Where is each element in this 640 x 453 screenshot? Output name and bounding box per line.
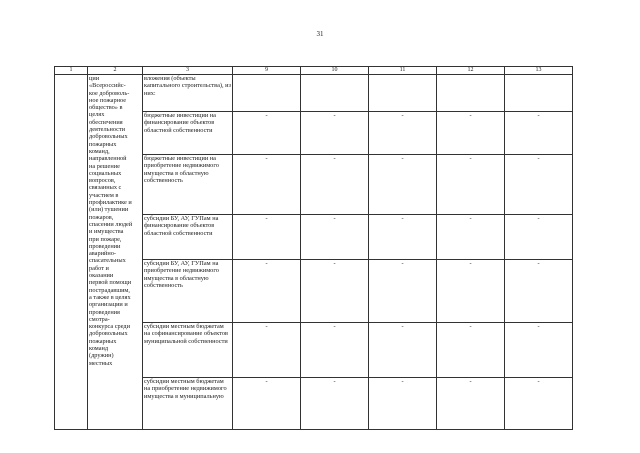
goal-text-line: при пожаре, [89,235,122,243]
goal-text-line: оказании [89,272,114,280]
funding-type-cell: вложения (объекты капитального строительства), из них: [143,75,233,112]
goal-text-line: пожарных [89,140,117,148]
value-cell [301,75,369,112]
funding-type-cell: субсидии местным бюджетам на приобретение недвижимого имущества в муниципальную [143,378,233,430]
goal-text-line: обеспечения [89,118,123,126]
value-cell: - [505,323,573,378]
goal-text-line: связанных с [89,184,122,192]
funding-type-cell: бюджетные инвестиции на приобретение недвижимого имущества в областную собственность [143,155,233,215]
value-cell: - [233,323,301,378]
goal-text-line: конкурса среди [89,323,130,331]
funding-type-cell: субсидии БУ, АУ, ГУПам на приобретение недвижимого имущества в областную собственность [143,260,233,323]
column-header: 2 [88,67,143,75]
value-cell: - [437,323,505,378]
value-cell: - [301,215,369,260]
goal-text-line: проведения [89,308,120,316]
funding-type-cell: бюджетные инвестиции на финансирование объектов областной собственности [143,112,233,155]
column-number-row [55,67,573,75]
value-cell: - [233,260,301,323]
goal-text-line: пострадавшим, [89,286,130,294]
goal-text-line: спасательных [89,257,126,265]
goal-text-line: местных [89,359,113,367]
row-number-cell [55,75,88,430]
column-header: 13 [505,67,573,75]
value-cell: - [369,260,437,323]
value-cell: - [301,112,369,155]
column-header: 10 [301,67,369,75]
budget-table [54,66,573,430]
value-cell: - [233,112,301,155]
goal-text-line: социальных [89,169,122,177]
goal-text-line: команд [89,344,109,352]
goal-text-line: «Всероссийс- [89,82,126,90]
goal-text-line: (или) тушении [89,206,129,214]
goal-text-line: вопросов, [89,177,116,185]
goal-text-line: а также в целях [89,293,131,301]
goal-text-line: деятельности [89,126,126,134]
column-header: 1 [55,67,88,75]
value-cell: - [369,112,437,155]
goal-text-line: ное пожарное [89,96,127,104]
funding-type-cell: субсидии местным бюджетам на софинансирование объектов муниципальной собственности [143,323,233,378]
value-cell: - [301,323,369,378]
value-cell [233,75,301,112]
goal-text-line: и имущества [89,228,124,236]
value-cell: - [437,112,505,155]
value-cell: - [301,378,369,430]
value-cell: - [301,260,369,323]
column-header: 3 [143,67,233,75]
value-cell: - [505,378,573,430]
goal-text-line: (дружин) [89,352,114,360]
goal-text-line: профилактике и [89,199,132,207]
value-cell: - [505,260,573,323]
column-header: 9 [233,67,301,75]
goal-text-line: на решение [89,162,120,170]
value-cell: - [301,155,369,215]
value-cell [369,75,437,112]
table-row [55,75,573,112]
funding-type-cell: субсидии БУ, АУ, ГУПам на финансирование объектов областной собственности [143,215,233,260]
value-cell: - [369,323,437,378]
page-number: 31 [316,30,324,38]
goal-text-line: работ и [89,264,109,272]
value-cell [437,75,505,112]
goal-text-line: первой помощи [89,279,132,287]
goal-text-line: целях [89,111,105,119]
value-cell: - [437,260,505,323]
value-cell: - [369,215,437,260]
value-cell: - [437,155,505,215]
value-cell [505,75,573,112]
value-cell: - [233,215,301,260]
value-cell: - [437,215,505,260]
goal-text-line: проведении [89,242,121,250]
goal-text-line: направленной [89,155,127,163]
goal-text-line: добровольных [89,133,128,141]
value-cell: - [369,378,437,430]
goal-text-line: пожаров, [89,213,114,221]
value-cell: - [233,378,301,430]
value-cell: - [233,155,301,215]
value-cell: - [369,155,437,215]
goal-text-line: ции [89,75,100,82]
goal-text-line: пожарных [89,337,117,345]
value-cell: - [437,378,505,430]
goal-text-line: смотра- [89,315,110,323]
goal-text-line: кое доброволь- [89,89,130,97]
column-header: 11 [369,67,437,75]
column-header: 12 [437,67,505,75]
goal-text-line: добровольных [89,330,128,338]
goal-text-line: общество» в [89,104,123,112]
goal-text-line: команд, [89,147,110,155]
value-cell: - [505,112,573,155]
goal-text-line: аварийно- [89,250,116,258]
goal-text-line: спасении людей [89,220,133,228]
goal-description-cell [88,75,143,430]
value-cell: - [505,155,573,215]
goal-text-line: участием в [89,191,119,199]
goal-text-line: организации и [89,301,128,309]
value-cell: - [505,215,573,260]
